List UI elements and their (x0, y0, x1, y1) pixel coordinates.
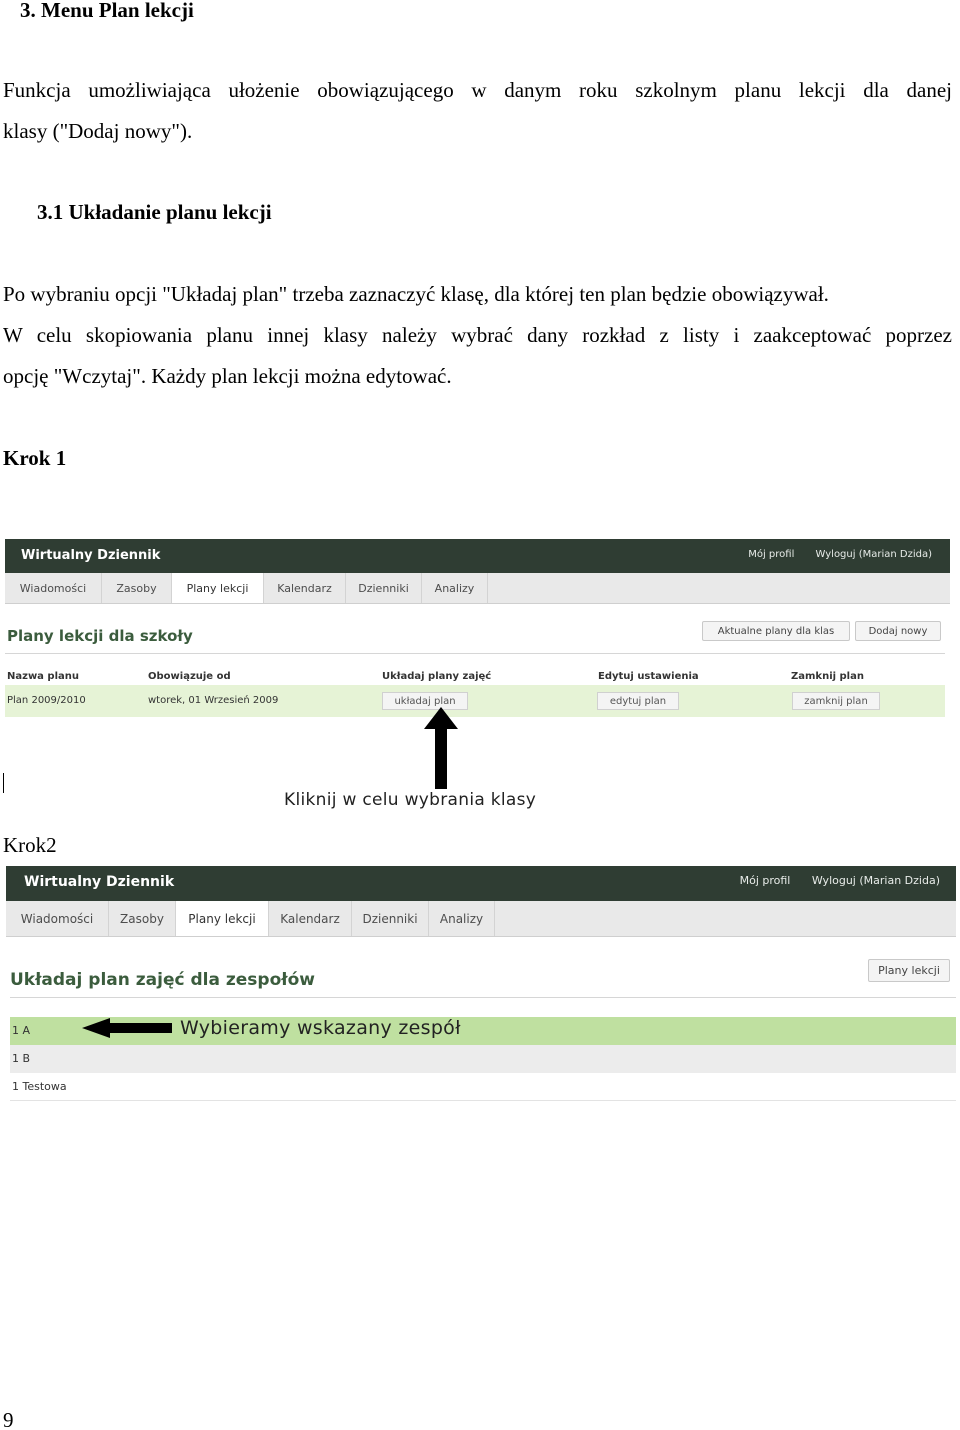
divider (5, 653, 945, 654)
page-title: Układaj plan zajęć dla zespołów (10, 970, 315, 990)
header-links (730, 549, 932, 560)
annotation-click-to-select-class: Kliknij w celu wybrania klasy (284, 790, 537, 810)
cell-plan-name: Plan 2009/2010 (7, 695, 86, 706)
column-valid-from: Obowiązuje od (148, 671, 231, 682)
paragraph-2-line-1: Po wybraniu opcji "Układaj plan" trzeba zaznaczyć klasę, dla której ten plan będzie obowiązywał. (3, 282, 829, 306)
tab-plany-lekcji[interactable]: Plany lekcji (176, 901, 269, 936)
paragraph-1-line-1: Funkcja umożliwiająca ułożenie obowiązującego w danym roku szkolnym planu lekcji dla danej (3, 78, 952, 102)
paragraph-2-line-3: opcję "Wczytaj". Każdy plan lekcji można edytować. (3, 364, 452, 388)
divider (10, 997, 956, 998)
nav-tabs (5, 573, 950, 604)
tab-zasoby[interactable]: Zasoby (102, 573, 172, 603)
current-plans-button[interactable]: Aktualne plany dla klas (702, 621, 850, 641)
logout-link[interactable]: Wyloguj (Marian Dzida) (815, 549, 932, 560)
paragraph-2-line-2: W celu skopiowania planu innej klasy należy wybrać dany rozkład z listy i zaakceptować poprzez (3, 323, 952, 347)
screenshot-plans-list (5, 539, 950, 719)
list-item[interactable] (10, 1045, 956, 1073)
tab-plany-lekcji[interactable]: Plany lekcji (172, 573, 264, 603)
cell-valid-from: wtorek, 01 Wrzesień 2009 (148, 695, 279, 706)
group-name: 1 Testowa (12, 1080, 67, 1093)
tab-dzienniki[interactable]: Dzienniki (352, 901, 429, 936)
tab-wiadomosci[interactable]: Wiadomości (6, 901, 109, 936)
tab-wiadomosci[interactable]: Wiadomości (5, 573, 102, 603)
annotation-select-group: Wybieramy wskazany zespół (180, 1017, 461, 1039)
list-item[interactable] (10, 1073, 956, 1101)
profile-link[interactable]: Mój profil (739, 874, 791, 887)
step-2-label: Krok2 (3, 833, 57, 857)
tab-dzienniki[interactable]: Dzienniki (346, 573, 422, 603)
close-plan-button[interactable]: zamknij plan (792, 692, 880, 710)
header-links (722, 874, 940, 887)
page-title: Plany lekcji dla szkoły (7, 627, 193, 645)
app-header (5, 539, 950, 573)
lesson-plans-button[interactable]: Plany lekcji (868, 959, 950, 982)
group-name: 1 A (12, 1024, 31, 1037)
table-row (5, 685, 945, 717)
step-1-label: Krok 1 (3, 446, 67, 470)
subsection-heading: 3.1 Układanie planu lekcji (37, 200, 272, 224)
arrow-left-icon (82, 1018, 172, 1038)
tab-zasoby[interactable]: Zasoby (109, 901, 176, 936)
arrow-up-icon (424, 707, 458, 789)
arrange-plan-button[interactable]: układaj plan (382, 692, 468, 710)
profile-link[interactable]: Mój profil (748, 549, 795, 560)
tab-analizy[interactable]: Analizy (422, 573, 488, 603)
logout-link[interactable]: Wyloguj (Marian Dzida) (811, 874, 940, 887)
add-new-button[interactable]: Dodaj nowy (855, 621, 941, 641)
tab-kalendarz[interactable]: Kalendarz (269, 901, 352, 936)
tab-kalendarz[interactable]: Kalendarz (264, 573, 346, 603)
column-edit-settings: Edytuj ustawienia (598, 671, 699, 682)
edit-plan-button[interactable]: edytuj plan (597, 692, 679, 710)
app-brand: Wirtualny Dziennik (24, 874, 175, 890)
text-cursor (3, 773, 4, 793)
group-name: 1 B (12, 1052, 31, 1065)
section-heading: 3. Menu Plan lekcji (20, 0, 194, 22)
app-brand: Wirtualny Dziennik (21, 548, 161, 563)
screenshot-groups-list (6, 866, 956, 1106)
column-arrange: Układaj plany zajęć (382, 671, 492, 682)
nav-tabs (6, 901, 956, 937)
tab-analizy[interactable]: Analizy (429, 901, 495, 936)
app-header (6, 866, 956, 901)
column-close-plan: Zamknij plan (791, 671, 864, 682)
page-number: 9 (3, 1408, 14, 1430)
column-plan-name: Nazwa planu (7, 671, 79, 682)
paragraph-1-line-2: klasy ("Dodaj nowy"). (3, 119, 193, 143)
